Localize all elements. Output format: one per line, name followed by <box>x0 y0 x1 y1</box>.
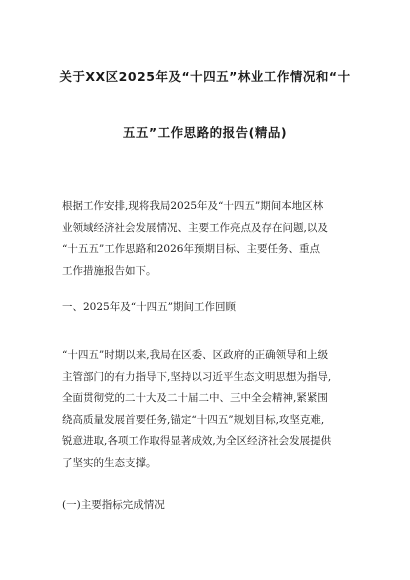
intro-line: 业领域经济社会发展情况、主要工作亮点及存在问题,以及 <box>62 221 328 234</box>
body-line: 锐意进取,各项工作取得显著成效,为全区经济社会发展提供 <box>62 435 332 447</box>
intro-paragraph <box>62 196 362 282</box>
intro-line: “十五五”工作思路和2026年预期目标、主要任务、重点 <box>62 243 320 255</box>
intro-line: 根据工作安排,现将我局2025年及“十四五”期间本地区林 <box>62 200 324 212</box>
intro-line: 工作措施报告如下。 <box>62 264 157 277</box>
document-title-line-1: 关于XX区2025年及“十四五”林业工作情况和“十 <box>59 69 351 84</box>
body-line: 了坚实的生态支撑。 <box>62 456 157 469</box>
section-heading: 一、2025年及“十四五”期间工作回顾 <box>62 301 236 313</box>
body-paragraph <box>62 345 362 474</box>
body-line: 绕高质量发展首要任务,锚定“十四五”规划目标,攻坚克难, <box>62 413 325 426</box>
body-line: “十四五”时期以来,我局在区委、区政府的正确领导和上级 <box>62 349 329 361</box>
document-title-line-2: 五五”工作思路的报告(精品) <box>122 125 288 140</box>
subsection-heading: (一)主要指标完成情况 <box>62 499 165 511</box>
body-line: 主管部门的有力指导下,坚持以习近平生态文明思想为指导, <box>62 370 332 383</box>
body-line: 全面贯彻党的二十大及二十届二中、三中全会精神,紧紧围 <box>62 392 328 404</box>
